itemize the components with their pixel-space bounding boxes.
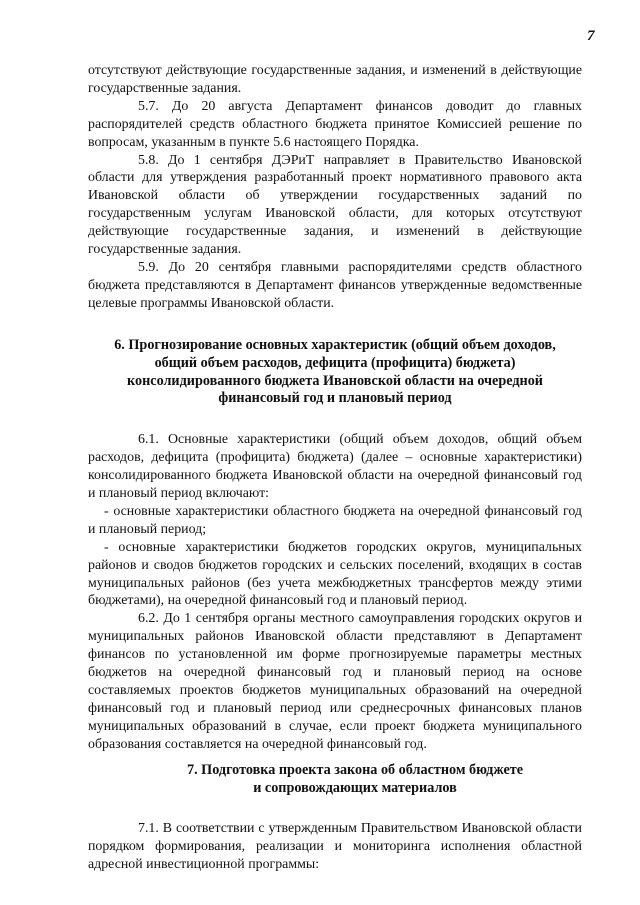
paragraph-continuation: отсутствуют действующие государственные задания, и изменений в действующие государственные задания. bbox=[88, 63, 582, 96]
list-item-6-1-a: - основные характеристики областного бюджета на очередной финансовый год и плановый период; bbox=[88, 503, 582, 537]
section-7-heading-line2: и сопровождающих материалов bbox=[253, 779, 457, 796]
section-7-heading-line1: 7. Подготовка проекта закона об областном бюджете bbox=[186, 761, 524, 778]
document-body bbox=[88, 62, 582, 874]
paragraph-6-1: 6.1. Основные характеристики (общий объем доходов, общий объем расходов, дефицита (профицита) бюджета) (далее – основные характеристики) консолидированного бюджета Ивановской области на очередной финансовый год и плановый период включают: bbox=[88, 432, 582, 502]
paragraph-5-9: 5.9. До 20 сентября главными распорядителями средств областного бюджета представляются в Департамент финансов утвержденные ведомственные целевые программы Ивановской области. bbox=[88, 259, 582, 311]
page-number: 7 bbox=[587, 28, 595, 44]
list-item-6-1-b: - основные характеристики бюджетов городских округов, муниципальных районов и сводов бюджетов городских и сельских поселений, входящих в состав муниципальных районов (без учета межбюджетных трансфертов между этими бюджетами), на очередной финансовый год и плановый период. bbox=[88, 539, 582, 609]
section-7-heading bbox=[88, 762, 582, 798]
paragraph-7-1: 7.1. В соответствии с утвержденным Правительством Ивановской области порядком формирования, реализации и мониторинга исполнения областной адресной инвестиционной программы: bbox=[88, 821, 582, 873]
paragraph-5-7: 5.7. До 20 августа Департамент финансов доводит до главных распорядителей средств областного бюджета принятое Комиссией решение по вопросам, указанным в пункте 5.6 настоящего Порядка. bbox=[88, 98, 582, 150]
section-6-heading: 6. Прогнозирование основных характеристик (общий объем доходов, общий объем расходов, дефицита (профицита) бюджета) консолидированного бюджета Ивановской области на очередной финансовый год и плановый период bbox=[114, 336, 556, 407]
paragraph-6-2: 6.2. До 1 сентября органы местного самоуправления городских округов и муниципальных районов Ивановской области представляют в Департамент финансов по установленной им форме прогнозируемые параметры местных бюджетов на очередной финансовый год и плановый период на основе составляемых проектов бюджетов муниципальных образований на очередной финансовый год и плановый период или среднесрочных финансовых планов муниципальных образований в случае, если проект бюджета муниципального образования составляется на очередной финансовый год. bbox=[88, 611, 582, 752]
paragraph-5-8: 5.8. До 1 сентября ДЭРиТ направляет в Правительство Ивановской области для утверждения разработанный проект нормативного правового акта Ивановской области об утверждении государственных заданий по государственным услугам Ивановской области, для которых отсутствуют действующие государственные задания, и изменений в действующие государственные задания. bbox=[88, 152, 582, 258]
